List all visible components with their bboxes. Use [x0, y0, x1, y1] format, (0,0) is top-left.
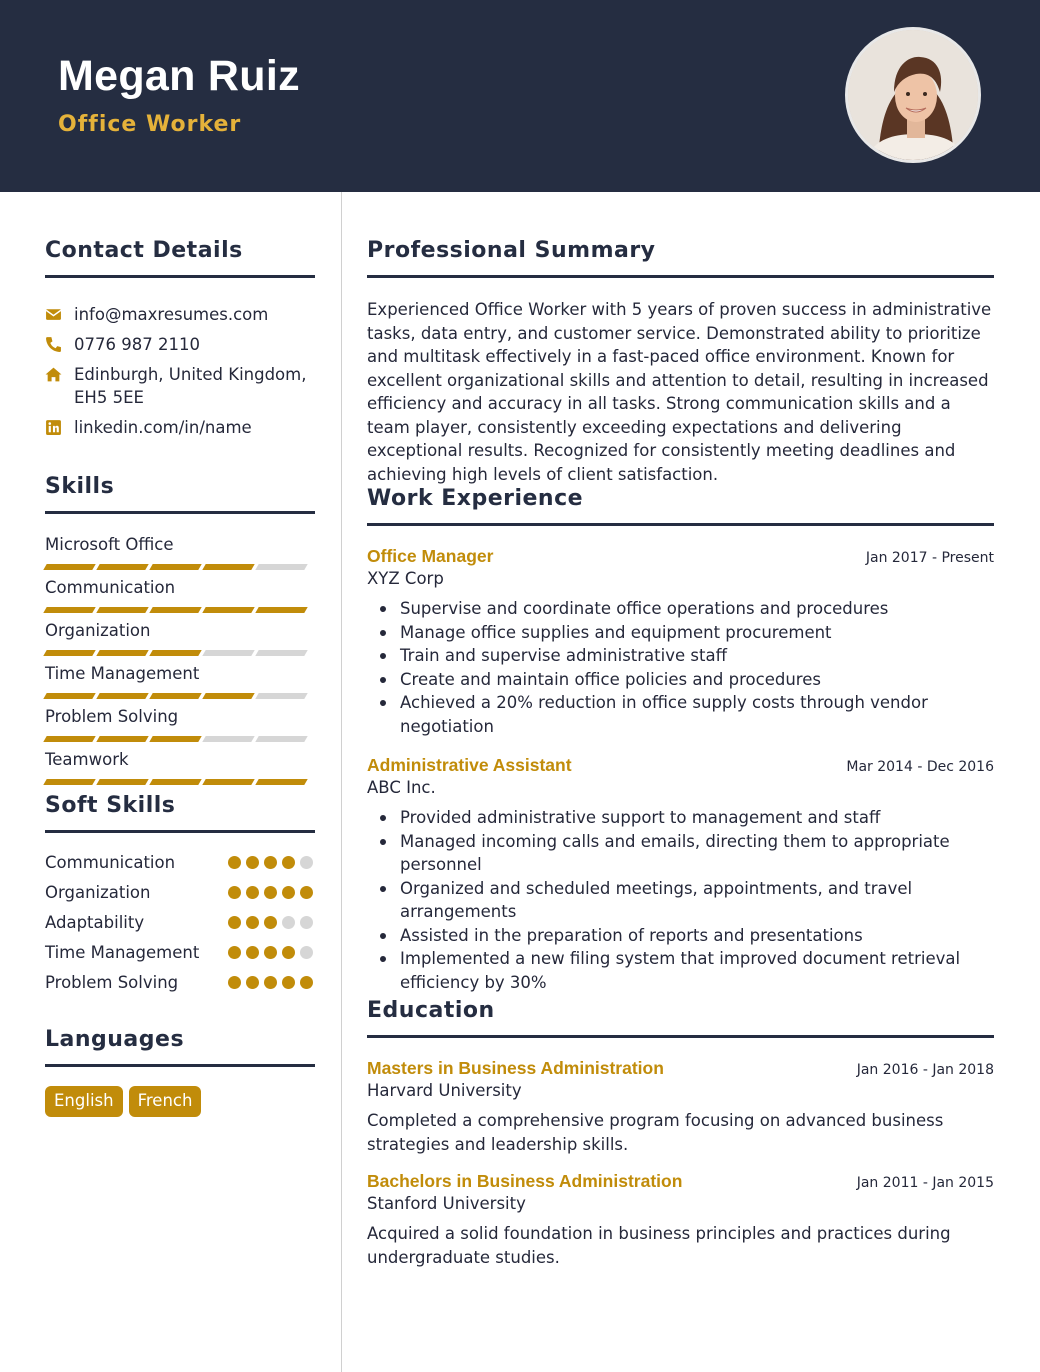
skill-bar-segment — [43, 779, 95, 785]
skill-bar-segment — [202, 564, 254, 570]
rating-dot — [264, 946, 277, 959]
education-entry — [367, 1171, 994, 1269]
job-bullet: Train and supervise administrative staff — [367, 644, 994, 668]
skill-bar-segment — [96, 736, 148, 742]
skill-bar-segment — [43, 607, 95, 613]
contact-phone[interactable]: 0776 987 2110 — [74, 335, 200, 354]
contact-row — [45, 303, 315, 326]
home-icon — [45, 366, 62, 383]
skills-section — [45, 474, 315, 514]
skill-level-bar — [45, 779, 315, 785]
rating-dot — [282, 886, 295, 899]
education-desc: Acquired a solid foundation in business principles and practices during undergraduate studies. — [367, 1224, 951, 1267]
rating-dot — [264, 976, 277, 989]
language-badge: English — [45, 1086, 123, 1117]
skill-level-bar — [45, 564, 315, 570]
skill-name: Organization — [45, 621, 151, 640]
rating-dot — [228, 976, 241, 989]
experience-rule — [367, 523, 994, 526]
school-name: Stanford University — [367, 1194, 526, 1213]
soft-skills-section — [45, 793, 315, 833]
rating-dot — [300, 946, 313, 959]
contact-linkedin[interactable]: linkedin.com/in/name — [74, 418, 252, 437]
soft-skill-name: Time Management — [45, 943, 200, 962]
contact-address: Edinburgh, United Kingdom, EH5 5EE — [74, 365, 307, 407]
summary-heading: Professional Summary — [367, 238, 656, 263]
school-name: Harvard University — [367, 1081, 522, 1100]
contact-row — [45, 363, 315, 409]
skill-bar-segment — [255, 650, 307, 656]
rating-dot — [282, 856, 295, 869]
skill-bar-segment — [96, 564, 148, 570]
skill-bar-segment — [202, 693, 254, 699]
rating-dot — [246, 976, 259, 989]
education-date: Jan 2011 - Jan 2015 — [856, 1175, 994, 1191]
job-entry — [367, 755, 994, 994]
contact-email[interactable]: info@maxresumes.com — [74, 305, 269, 324]
soft-skill-rating — [228, 946, 313, 959]
skill-bar-segment — [96, 607, 148, 613]
rating-dot — [300, 976, 313, 989]
education-rule — [367, 1035, 994, 1038]
job-title: Administrative Assistant — [367, 755, 572, 775]
soft-skill-name: Communication — [45, 853, 176, 872]
job-company: XYZ Corp — [367, 569, 444, 588]
job-bullet: Provided administrative support to management and staff — [367, 806, 994, 830]
rating-dot — [246, 856, 259, 869]
skill-name: Communication — [45, 578, 176, 597]
skill-name: Problem Solving — [45, 707, 179, 726]
skill-bar-segment — [43, 736, 95, 742]
language-badge: French — [129, 1086, 202, 1117]
skill-bar-segment — [255, 607, 307, 613]
skill-item — [45, 534, 315, 577]
soft-skill-rating — [228, 916, 313, 929]
job-date: Mar 2014 - Dec 2016 — [846, 759, 994, 775]
contact-row — [45, 333, 315, 356]
rating-dot — [264, 856, 277, 869]
resume-header — [0, 0, 1040, 192]
rating-dot — [282, 916, 295, 929]
experience-section — [367, 486, 994, 526]
skill-name: Teamwork — [45, 750, 129, 769]
soft-skill-name: Problem Solving — [45, 973, 179, 992]
skill-name: Microsoft Office — [45, 535, 174, 554]
rating-dot — [228, 916, 241, 929]
candidate-title: Office Worker — [58, 112, 242, 137]
profile-photo — [845, 27, 981, 163]
languages-rule — [45, 1064, 315, 1067]
skills-list — [45, 534, 315, 792]
job-bullet: Supervise and coordinate office operations and procedures — [367, 597, 994, 621]
skill-bar-segment — [202, 650, 254, 656]
contact-section — [45, 238, 315, 278]
languages-section — [45, 1027, 315, 1067]
soft-skill-item — [45, 941, 313, 965]
skill-bar-segment — [149, 607, 201, 613]
soft-skill-item — [45, 911, 313, 935]
job-bullets — [367, 806, 994, 994]
rating-dot — [228, 886, 241, 899]
contact-row — [45, 416, 315, 439]
job-bullet: Organized and scheduled meetings, appointments, and travel arrangements — [367, 877, 994, 924]
soft-skills-list — [45, 851, 313, 1001]
skill-bar-segment — [255, 736, 307, 742]
phone-icon — [45, 336, 62, 353]
job-bullets — [367, 597, 994, 738]
skill-item — [45, 577, 315, 620]
summary-rule — [367, 275, 994, 278]
job-bullet: Manage office supplies and equipment procurement — [367, 621, 994, 645]
rating-dot — [282, 946, 295, 959]
languages-heading: Languages — [45, 1027, 185, 1052]
job-company: ABC Inc. — [367, 778, 436, 797]
skill-bar-segment — [202, 607, 254, 613]
job-bullet: Assisted in the preparation of reports and presentations — [367, 924, 994, 948]
skill-bar-segment — [43, 564, 95, 570]
rating-dot — [282, 976, 295, 989]
summary-section — [367, 238, 994, 278]
soft-skill-item — [45, 881, 313, 905]
envelope-icon — [45, 306, 62, 323]
skill-bar-segment — [149, 736, 201, 742]
contact-rule — [45, 275, 315, 278]
rating-dot — [264, 916, 277, 929]
skill-bar-segment — [255, 564, 307, 570]
skill-bar-segment — [43, 693, 95, 699]
skill-bar-segment — [255, 693, 307, 699]
soft-skill-rating — [228, 856, 313, 869]
skill-bar-segment — [149, 693, 201, 699]
skill-name: Time Management — [45, 664, 200, 683]
job-bullet: Implemented a new filing system that improved document retrieval efficiency by 30% — [367, 947, 994, 994]
rating-dot — [246, 886, 259, 899]
skills-rule — [45, 511, 315, 514]
rating-dot — [264, 886, 277, 899]
skill-bar-segment — [149, 650, 201, 656]
rating-dot — [228, 946, 241, 959]
rating-dot — [300, 886, 313, 899]
education-desc: Completed a comprehensive program focusing on advanced business strategies and leadership skills. — [367, 1111, 944, 1154]
skill-bar-segment — [96, 650, 148, 656]
education-heading: Education — [367, 998, 495, 1023]
contact-heading: Contact Details — [45, 238, 243, 263]
rating-dot — [228, 856, 241, 869]
rating-dot — [300, 916, 313, 929]
skill-level-bar — [45, 607, 315, 613]
skill-bar-segment — [96, 693, 148, 699]
skill-bar-segment — [202, 736, 254, 742]
skill-bar-segment — [255, 779, 307, 785]
soft-skill-name: Adaptability — [45, 913, 145, 932]
education-section — [367, 998, 994, 1038]
skill-item — [45, 663, 315, 706]
rating-dot — [246, 946, 259, 959]
candidate-name: Megan Ruiz — [58, 52, 300, 100]
skill-item — [45, 749, 315, 792]
experience-heading: Work Experience — [367, 486, 584, 511]
linkedin-icon — [45, 419, 62, 436]
education-date: Jan 2016 - Jan 2018 — [856, 1062, 994, 1078]
soft-skill-name: Organization — [45, 883, 151, 902]
rating-dot — [300, 856, 313, 869]
skill-bar-segment — [149, 779, 201, 785]
skill-bar-segment — [202, 779, 254, 785]
skill-bar-segment — [149, 564, 201, 570]
job-bullet: Create and maintain office policies and procedures — [367, 668, 994, 692]
soft-skills-heading: Soft Skills — [45, 793, 176, 818]
skills-heading: Skills — [45, 474, 115, 499]
summary-text: Experienced Office Worker with 5 years of proven success in administrative tasks, data entry, and customer service. Demonstrated ability to prioritize and multitask effectively in a fast-paced office environment. Known for excellent organizational skills and attention to detail, resulting in increased efficiency and accuracy in all tasks. Strong communication skills and a team player, consistently exceeding expectations and delivering exceptional results. Recognized for consistently meeting deadlines and achieving high levels of client satisfaction. — [367, 300, 992, 484]
job-title: Office Manager — [367, 546, 494, 566]
skill-bar-segment — [43, 650, 95, 656]
job-date: Jan 2017 - Present — [865, 550, 994, 566]
language-list — [45, 1086, 201, 1117]
job-bullet: Achieved a 20% reduction in office supply costs through vendor negotiation — [367, 691, 994, 738]
skill-level-bar — [45, 693, 315, 699]
skill-item — [45, 620, 315, 663]
skill-bar-segment — [96, 779, 148, 785]
degree-title: Bachelors in Business Administration — [367, 1171, 683, 1191]
skill-item — [45, 706, 315, 749]
column-divider — [341, 192, 342, 1372]
soft-skill-rating — [228, 976, 313, 989]
soft-skill-item — [45, 971, 313, 995]
soft-skills-rule — [45, 830, 315, 833]
skill-level-bar — [45, 650, 315, 656]
soft-skill-rating — [228, 886, 313, 899]
skill-level-bar — [45, 736, 315, 742]
degree-title: Masters in Business Administration — [367, 1058, 664, 1078]
education-entry — [367, 1058, 994, 1156]
soft-skill-item — [45, 851, 313, 875]
job-bullet: Managed incoming calls and emails, directing them to appropriate personnel — [367, 830, 994, 877]
rating-dot — [246, 916, 259, 929]
job-entry — [367, 546, 994, 738]
